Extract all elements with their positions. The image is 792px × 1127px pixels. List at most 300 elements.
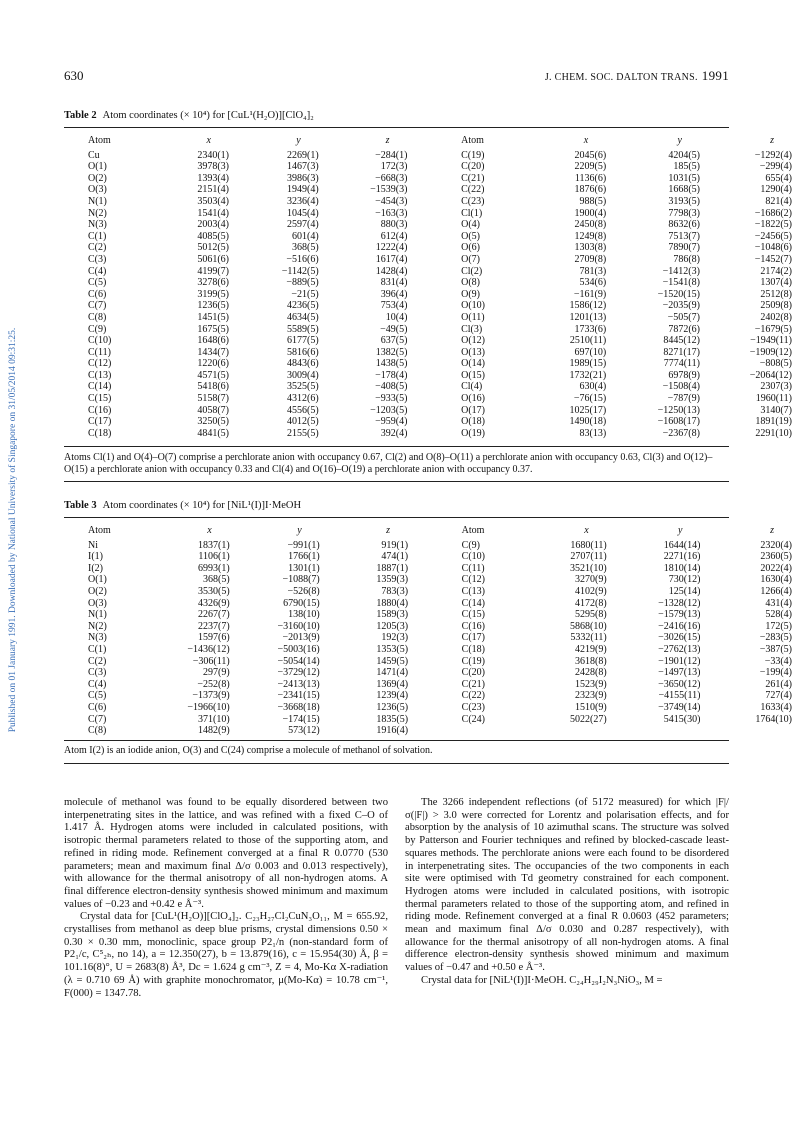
table-row: [88, 358, 792, 370]
table-cell: O(17): [461, 404, 485, 416]
table-cell: 1880(4): [376, 597, 409, 609]
table-cell: 8632(6): [668, 219, 700, 231]
column-gap: [408, 714, 462, 726]
table-cell: −889(5): [286, 277, 319, 289]
table-cell: −5003(16): [277, 643, 320, 655]
table-row: [88, 563, 792, 575]
table-header-row: [88, 525, 792, 540]
table-cell: 1031(5): [668, 172, 700, 184]
table-cell: 1482(9): [198, 725, 230, 737]
table-row: [88, 551, 792, 563]
table-cell: 4012(5): [287, 416, 319, 428]
table-cell: Cl(1): [461, 207, 483, 219]
table-cell: 4841(5): [197, 427, 229, 439]
table2-footnote: Atoms Cl(1) and O(4)–O(7) comprise a perchlorate anion with occupancy 0.67, Cl(2) and O(8)–O(11) a perchlorate anion with occupancy 0.63, Cl(3) and O(12)–O(15) a perchlorate anion with occupancy 0.33 and Cl(4) and O(16)–O(19) a perchlorate anion with occupancy 0.37.: [64, 452, 713, 475]
column-gap: [407, 231, 461, 243]
table-cell: C(20): [461, 161, 485, 173]
table-cell: 5589(5): [287, 323, 319, 335]
table-cell: 2045(6): [574, 149, 607, 161]
table-cell: 83(13): [579, 427, 607, 439]
table-cell: −1608(17): [657, 416, 700, 428]
table-cell: C(11): [88, 346, 111, 358]
table-cell: 4236(5): [287, 300, 319, 312]
table-cell: 1675(5): [197, 323, 229, 335]
column-gap: [407, 150, 461, 162]
column-gap: [408, 525, 462, 540]
table-cell: 6978(9): [668, 369, 700, 381]
table-cell: C(20): [461, 667, 486, 679]
table-cell: 2267(7): [198, 609, 230, 621]
table-cell: 3618(8): [575, 655, 607, 667]
table-cell: O(6): [461, 242, 480, 254]
table-cell: −3749(14): [658, 701, 701, 713]
table-cell: 2402(8): [760, 311, 792, 323]
table-cell: C(23): [461, 701, 486, 713]
column-gap: [407, 242, 461, 254]
table-cell: 1136(6): [574, 172, 607, 184]
table-cell: −2013(9): [282, 632, 320, 644]
table-cell: 2307(3): [760, 381, 792, 393]
column-gap: [407, 347, 461, 359]
table-cell: O(3): [88, 184, 107, 196]
table-cell: 3250(5): [197, 416, 229, 428]
table-row: [88, 416, 792, 428]
table-cell: 7513(7): [668, 230, 700, 242]
column-gap: [407, 266, 461, 278]
table-cell: 1301(1): [288, 562, 320, 574]
journal-name: [545, 68, 729, 84]
table-row: [88, 184, 792, 196]
publication-stamp: [6, 180, 20, 880]
column-header: y: [297, 525, 302, 536]
column-gap: [408, 632, 462, 644]
table-cell: 1459(5): [376, 655, 409, 667]
table-cell: 5158(7): [197, 393, 229, 405]
table-row: [88, 428, 792, 440]
table-cell: 1222(4): [375, 242, 408, 254]
table3-end-rule: [64, 763, 729, 764]
table-cell: 1541(4): [197, 207, 229, 219]
column-gap: [407, 312, 461, 324]
table-row: [88, 335, 792, 347]
table-cell: 1382(5): [375, 346, 408, 358]
table-cell: −1250(13): [657, 404, 700, 416]
table-row: [88, 586, 792, 598]
table-cell: 573(12): [288, 725, 320, 737]
table-cell: C(23): [461, 195, 485, 207]
table-cell: [517, 725, 607, 737]
table-cell: −174(15): [282, 713, 320, 725]
column-gap: [408, 621, 462, 633]
table-cell: 371(10): [198, 713, 230, 725]
table-cell: −2064(12): [749, 369, 792, 381]
table-cell: O(15): [461, 369, 485, 381]
table-row: [88, 621, 792, 633]
table-cell: −3160(10): [277, 620, 320, 632]
table2-top-rule: [64, 127, 729, 128]
table-cell: O(16): [461, 393, 485, 405]
table-cell: O(2): [88, 172, 107, 184]
column-gap: [408, 563, 462, 575]
table-cell: −33(4): [764, 655, 792, 667]
column-gap: [407, 370, 461, 382]
table-cell: −3668(18): [277, 701, 320, 713]
table-cell: C(5): [88, 277, 107, 289]
table-cell: −178(4): [375, 369, 408, 381]
table-cell: 1434(7): [197, 346, 229, 358]
table-cell: 3009(4): [287, 369, 319, 381]
table-cell: C(19): [461, 149, 485, 161]
table-cell: 2707(11): [570, 551, 607, 563]
table-cell: 7890(7): [668, 242, 700, 254]
table-cell: O(13): [461, 346, 485, 358]
table-cell: −2035(9): [662, 300, 700, 312]
page-header: [64, 68, 729, 84]
table-cell: 5868(10): [570, 620, 607, 632]
table-cell: C(21): [461, 172, 485, 184]
table-cell: 3503(4): [197, 195, 229, 207]
table-cell: 1369(4): [376, 678, 409, 690]
table-cell: 2174(2): [760, 265, 792, 277]
table-cell: 3530(5): [198, 585, 230, 597]
table-row: [88, 289, 792, 301]
table-cell: −1412(3): [662, 265, 700, 277]
table-cell: N(1): [88, 609, 107, 621]
body-paragraph: molecule of methanol was found to be equally disordered between two interpenetrating sites in the lattice, and was refined with a fixed C–O of 1.417 Å. Hydrogen atoms were included in calculated positions, with isotropic thermal parameters related to those of the supporting atom, and refined in riding mode. Refinement converged at a final R 0.0770 (530 parameters; mean and maximum final Δ/σ 0.003 and 0.013 respectively), with allowance for the thermal anisotropy of all non-hydrogen atoms. A final difference electron-density synthesis showed minimum and maximum values of −0.23 and +0.42 e Å⁻³.: [64, 797, 388, 910]
table-cell: 4571(5): [197, 369, 229, 381]
table-cell: 4634(5): [287, 311, 319, 323]
table-cell: I(1): [88, 551, 103, 563]
table-cell: C(10): [88, 335, 112, 347]
column-header: z: [770, 135, 774, 146]
table-cell: 1359(3): [376, 574, 409, 586]
table-cell: C(6): [88, 288, 107, 300]
column-gap: [408, 656, 462, 668]
column-gap: [408, 551, 462, 563]
table-cell: 4085(5): [197, 230, 229, 242]
table-row: [88, 300, 792, 312]
table-row: [88, 598, 792, 610]
table-cell: 1303(8): [574, 242, 607, 254]
table-cell: 637(5): [380, 335, 408, 347]
table-cell: 2340(1): [197, 149, 229, 161]
table3-title: Atom coordinates (× 10⁴) for [NiL¹(I)]I·MeOH: [102, 500, 302, 511]
table-cell: O(8): [461, 277, 480, 289]
table-cell: C(12): [88, 358, 112, 370]
table-row: [88, 254, 792, 266]
table-cell: 3199(5): [197, 288, 229, 300]
table-cell: 1733(6): [574, 323, 607, 335]
table-cell: 2271(16): [663, 551, 701, 563]
table-cell: Cl(2): [461, 265, 483, 277]
table-cell: O(14): [461, 358, 485, 370]
table-cell: 4172(8): [575, 597, 607, 609]
table-cell: 2209(5): [574, 161, 607, 173]
table-cell: C(6): [88, 701, 107, 713]
table-row: [88, 173, 792, 185]
table-cell: −1048(6): [754, 242, 792, 254]
table-cell: 601(4): [292, 230, 319, 242]
table-cell: 3270(9): [575, 574, 607, 586]
table-cell: −526(8): [287, 585, 320, 597]
column-gap: [408, 540, 462, 552]
table-cell: −408(5): [375, 381, 408, 393]
table-cell: 1648(6): [197, 335, 229, 347]
table-cell: 2323(9): [575, 690, 607, 702]
table-cell: 655(4): [765, 172, 792, 184]
body-paragraph: Crystal data for [CuL¹(H₂O)][ClO₄]₂. C₂₃H₂₇Cl₂CuN₃O₁₁, M = 655.92, crystallises from methanol as deep blue prisms, crystal dimensions 0.50 × 0.30 × 0.30 mm, monoclinic, space group P2₁/n (non-standard form of P2₁/c, C⁵₂ₕ, no 14), a = 12.350(27), b = 13.879(16), c = 15.954(30) Å, β = 101.16(8)°, U = 2683(8) Å³, Dc = 1.624 g cm⁻³, Z = 4, Mo-Kα X-radiation (λ = 0.710 69 Å) with graphite monochromator, μ(Mo-Kα) = 10.78 cm⁻¹, F(000) = 1347.78.: [64, 911, 388, 999]
table-cell: 1732(21): [569, 369, 607, 381]
table-cell: −4155(11): [658, 690, 701, 702]
table-cell: 2428(8): [575, 667, 607, 679]
table-cell: C(7): [88, 300, 107, 312]
column-header: y: [677, 135, 682, 146]
table-cell: C(19): [461, 655, 486, 667]
table-header-row: [88, 135, 792, 150]
table-cell: C(15): [88, 393, 112, 405]
table-cell: 4102(9): [575, 585, 607, 597]
table-cell: 1290(4): [760, 184, 792, 196]
table-cell: 1353(5): [376, 643, 409, 655]
table-cell: O(12): [461, 335, 485, 347]
table-cell: 1766(1): [288, 551, 320, 563]
table-cell: O(1): [88, 574, 107, 586]
table-cell: 1644(14): [663, 539, 701, 551]
table-cell: N(3): [88, 632, 107, 644]
table-cell: C(2): [88, 242, 107, 254]
table-cell: −1966(10): [187, 701, 230, 713]
table-cell: −284(1): [375, 149, 408, 161]
table-cell: [607, 725, 701, 737]
table3-bottom-rule: [64, 740, 729, 741]
column-gap: [407, 358, 461, 370]
table-cell: C(9): [461, 539, 481, 551]
table-row: [88, 277, 792, 289]
column-header: z: [386, 525, 391, 536]
table-cell: 125(14): [668, 585, 701, 597]
table-cell: 2237(7): [198, 620, 230, 632]
table-cell: 1949(4): [287, 184, 319, 196]
table-cell: −1292(4): [754, 149, 792, 161]
publication-stamp-text: Published on 01 January 1991. Downloaded by National University of Singapore on 31/05/2014 09:31:25.: [8, 327, 18, 733]
table-cell: −2367(8): [662, 427, 700, 439]
table-cell: 5332(11): [570, 632, 607, 644]
table-cell: 185(5): [673, 161, 700, 173]
table-cell: 4204(5): [668, 149, 700, 161]
table-cell: C(8): [88, 311, 107, 323]
table-cell: 3986(3): [287, 172, 319, 184]
table-cell: 474(1): [381, 551, 409, 563]
table-cell: 1989(15): [569, 358, 607, 370]
table-cell: 1428(4): [375, 265, 408, 277]
column-gap: [408, 679, 462, 691]
table-cell: −787(9): [667, 393, 700, 405]
column-gap: [407, 254, 461, 266]
table-cell: 2709(8): [574, 253, 607, 265]
table-cell: 1201(13): [569, 311, 607, 323]
table-cell: 1471(4): [376, 667, 409, 679]
table-cell: −2416(16): [658, 620, 701, 632]
table-row: [88, 370, 792, 382]
table-cell: C(3): [88, 253, 107, 265]
table-row: [88, 312, 792, 324]
table2-caption: [64, 110, 314, 121]
table-row: [88, 393, 792, 405]
table-row: [88, 679, 792, 691]
table-cell: 2450(8): [574, 219, 607, 231]
table-cell: 1438(5): [375, 358, 408, 370]
table-cell: 7774(11): [663, 358, 700, 370]
column-gap: [408, 690, 462, 702]
column-header: Atom: [461, 135, 484, 146]
table-cell: −1373(9): [192, 690, 230, 702]
table3-top-rule: [64, 517, 729, 518]
table-cell: C(4): [88, 678, 107, 690]
table-cell: 1837(1): [198, 539, 230, 551]
table-row: [88, 667, 792, 679]
table-cell: −2456(5): [754, 230, 792, 242]
table-cell: −516(6): [286, 253, 319, 265]
table-cell: O(3): [88, 597, 107, 609]
table-cell: 2269(1): [287, 149, 319, 161]
column-header: x: [206, 135, 211, 146]
table-cell: −505(7): [667, 311, 700, 323]
table-cell: −1088(7): [282, 574, 320, 586]
table-row: [88, 266, 792, 278]
table-cell: 8445(12): [663, 335, 700, 347]
table-cell: 1239(4): [376, 690, 409, 702]
table-cell: −1909(12): [749, 346, 792, 358]
column-gap: [407, 416, 461, 428]
table-cell: 1045(4): [287, 207, 319, 219]
table-cell: −3650(12): [658, 678, 701, 690]
column-gap: [407, 277, 461, 289]
column-gap: [407, 161, 461, 173]
table-cell: 727(4): [765, 690, 792, 702]
table-cell: 1589(3): [376, 609, 409, 621]
table-cell: 730(12): [668, 574, 701, 586]
table3-caption: [64, 500, 301, 511]
table-cell: −3729(12): [277, 667, 320, 679]
table-cell: 2155(5): [287, 427, 319, 439]
body-right-column: [405, 797, 729, 988]
table-cell: C(17): [461, 632, 486, 644]
table-cell: 1617(4): [375, 253, 408, 265]
table-cell: C(1): [88, 230, 107, 242]
table-cell: 781(3): [579, 265, 607, 277]
table2-grid: [88, 135, 792, 439]
table-cell: 4326(9): [198, 597, 230, 609]
table-row: [88, 196, 792, 208]
table-cell: 1668(5): [668, 184, 700, 196]
table-cell: 10(4): [385, 311, 408, 323]
table-row: [88, 632, 792, 644]
column-gap: [407, 289, 461, 301]
table-row: [88, 150, 792, 162]
table-cell: 1633(4): [760, 701, 792, 713]
table-cell: C(18): [88, 427, 112, 439]
table-cell: 2512(8): [760, 288, 792, 300]
table-cell: O(4): [461, 219, 480, 231]
table3: [88, 525, 792, 737]
table-cell: C(7): [88, 713, 107, 725]
column-gap: [407, 208, 461, 220]
table-cell: 1586(12): [569, 300, 607, 312]
table-cell: 7798(3): [668, 207, 700, 219]
table-cell: C(10): [461, 551, 486, 563]
table-cell: C(3): [88, 667, 107, 679]
table-cell: O(18): [461, 416, 485, 428]
table-cell: O(2): [88, 585, 107, 597]
column-gap: [407, 196, 461, 208]
table-cell: C(14): [461, 597, 486, 609]
column-gap: [407, 135, 461, 150]
table-cell: 368(5): [292, 242, 319, 254]
table-cell: 697(10): [574, 346, 607, 358]
table-cell: 1900(4): [574, 207, 607, 219]
table3-footnote: Atom I(2) is an iodide anion, O(3) and C(24) comprise a molecule of methanol of solvation.: [64, 745, 433, 756]
table-cell: 2597(4): [287, 219, 319, 231]
table-cell: 297(9): [203, 667, 230, 679]
table2-end-rule: [64, 481, 729, 482]
table-cell: 172(5): [765, 620, 792, 632]
column-gap: [407, 335, 461, 347]
table-cell: 192(3): [381, 632, 409, 644]
column-gap: [407, 381, 461, 393]
table-row: [88, 405, 792, 417]
table-cell: −1539(3): [370, 184, 408, 196]
column-header: z: [770, 525, 774, 536]
table-row: [88, 574, 792, 586]
table-cell: 1249(8): [574, 230, 607, 242]
table-cell: 831(4): [380, 277, 408, 289]
table-cell: 1393(4): [197, 172, 229, 184]
table-cell: O(10): [461, 300, 485, 312]
table-cell: 2151(4): [197, 184, 229, 196]
column-gap: [407, 184, 461, 196]
table-cell: C(13): [88, 369, 112, 381]
column-header: y: [296, 135, 301, 146]
table-cell: C(17): [88, 416, 112, 428]
table-cell: C(5): [88, 690, 107, 702]
table-cell: 1106(1): [198, 551, 230, 563]
table-cell: 1764(10): [755, 713, 792, 725]
table-cell: 368(5): [203, 574, 230, 586]
table-cell: −2413(13): [277, 678, 320, 690]
column-gap: [407, 219, 461, 231]
table-row: [88, 381, 792, 393]
table-cell: 2003(4): [197, 219, 229, 231]
body-left-column: [64, 797, 388, 1000]
journal-title: J. CHEM. SOC. DALTON TRANS.: [544, 72, 698, 83]
table-row: [88, 656, 792, 668]
table-cell: 1597(6): [198, 632, 230, 644]
table-cell: −49(5): [380, 323, 408, 335]
table2-label: Table 2: [64, 110, 97, 121]
table-cell: 988(5): [579, 195, 607, 207]
column-gap: [408, 574, 462, 586]
table-cell: 2360(5): [760, 551, 792, 563]
table-cell: −668(3): [375, 172, 408, 184]
column-gap: [407, 324, 461, 336]
table-cell: C(12): [461, 574, 486, 586]
table-cell: 5816(6): [287, 346, 319, 358]
table-cell: 880(3): [380, 219, 408, 231]
table-cell: 4219(9): [575, 643, 607, 655]
table-row: [88, 725, 792, 737]
table-row: [88, 242, 792, 254]
table-cell: −1901(12): [658, 655, 701, 667]
